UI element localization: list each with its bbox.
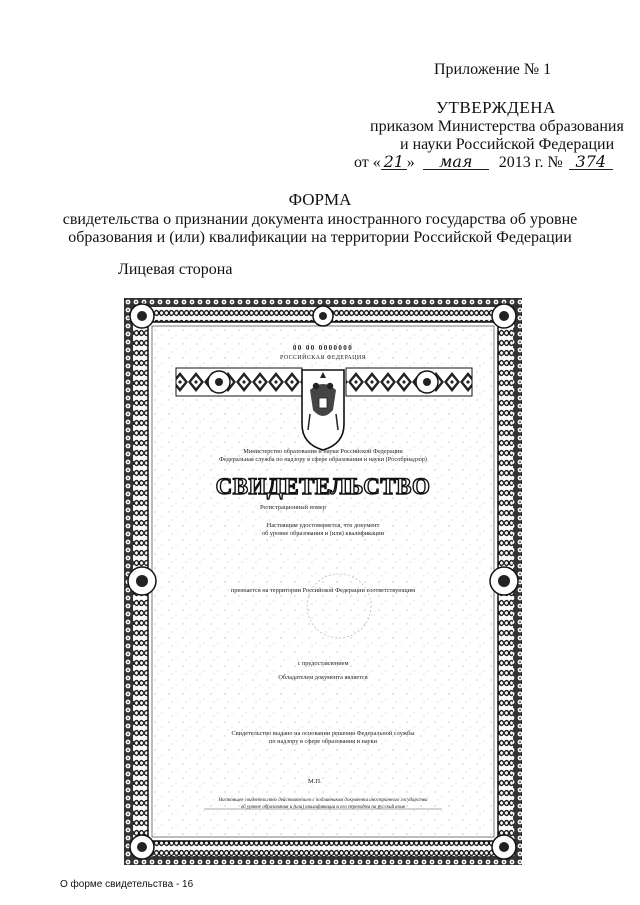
order-line-1: приказом Министерства образования <box>370 118 624 135</box>
registration-number-label: Регистрационный номер <box>260 504 326 511</box>
date-prefix: от « <box>354 154 381 171</box>
approved-heading: УТВЕРЖДЕНА <box>436 98 556 117</box>
form-subtitle-line-2: образования и (или) квалификации на территории Российской Федерации <box>68 229 572 246</box>
note-line-1: Настоящее свидетельство действительно с подлинником документа иностранного государства <box>218 798 428 803</box>
certificate-ministry: Министерство образования и науки Российской Федерации <box>243 448 403 455</box>
certifies-line-1: Настоящим удостоверяется, что документ <box>266 522 380 529</box>
stamp-label: М.П. <box>308 778 322 785</box>
certificate-service: Федеральная служба по надзору в сфере образования и науки (Рособрнадзор) <box>219 456 427 463</box>
handwritten-day: 21 <box>381 155 407 170</box>
note-line-2: об уровне образования и (или) квалификации и его переводом на русский язык <box>240 805 406 810</box>
form-title: ФОРМА <box>288 190 352 209</box>
ornamental-border <box>124 298 522 865</box>
year-text: 2013 г. № <box>498 154 563 171</box>
appendix-number: Приложение № 1 <box>434 61 552 78</box>
recognized-line: признается на территории Российской Федерации соответствующим <box>230 587 416 594</box>
certificate-serial: 00 00 0000000 <box>292 344 354 352</box>
footer-caption: О форме свидетельства - 16 <box>60 879 194 890</box>
issued-line-2: по надзору в сфере образования и науки <box>269 738 377 745</box>
certificate-form-image <box>124 298 522 865</box>
form-subtitle-line-1: свидетельства о признании документа иностранного государства об уровне <box>62 211 578 228</box>
certifies-line-2: об уровне образования и (или) квалификации <box>261 530 385 537</box>
certificate-country: РОССИЙСКАЯ ФЕДЕРАЦИЯ <box>279 355 367 361</box>
handwritten-month: мая <box>423 155 489 170</box>
handwritten-number: 374 <box>569 155 613 170</box>
side-label: Лицевая сторона <box>118 261 233 278</box>
privileges-line: с предоставлением <box>297 660 349 667</box>
date-mid: » <box>406 154 415 171</box>
order-line-2: и науки Российской Федерации <box>400 136 615 153</box>
certificate-title-outline: СВИДЕТЕЛЬСТВО <box>215 474 431 499</box>
issued-line-1: Свидетельство выдано на основании решения Федеральной службы <box>231 730 415 737</box>
order-date-line <box>354 154 613 172</box>
holder-line: Обладателем документа является <box>278 674 368 681</box>
